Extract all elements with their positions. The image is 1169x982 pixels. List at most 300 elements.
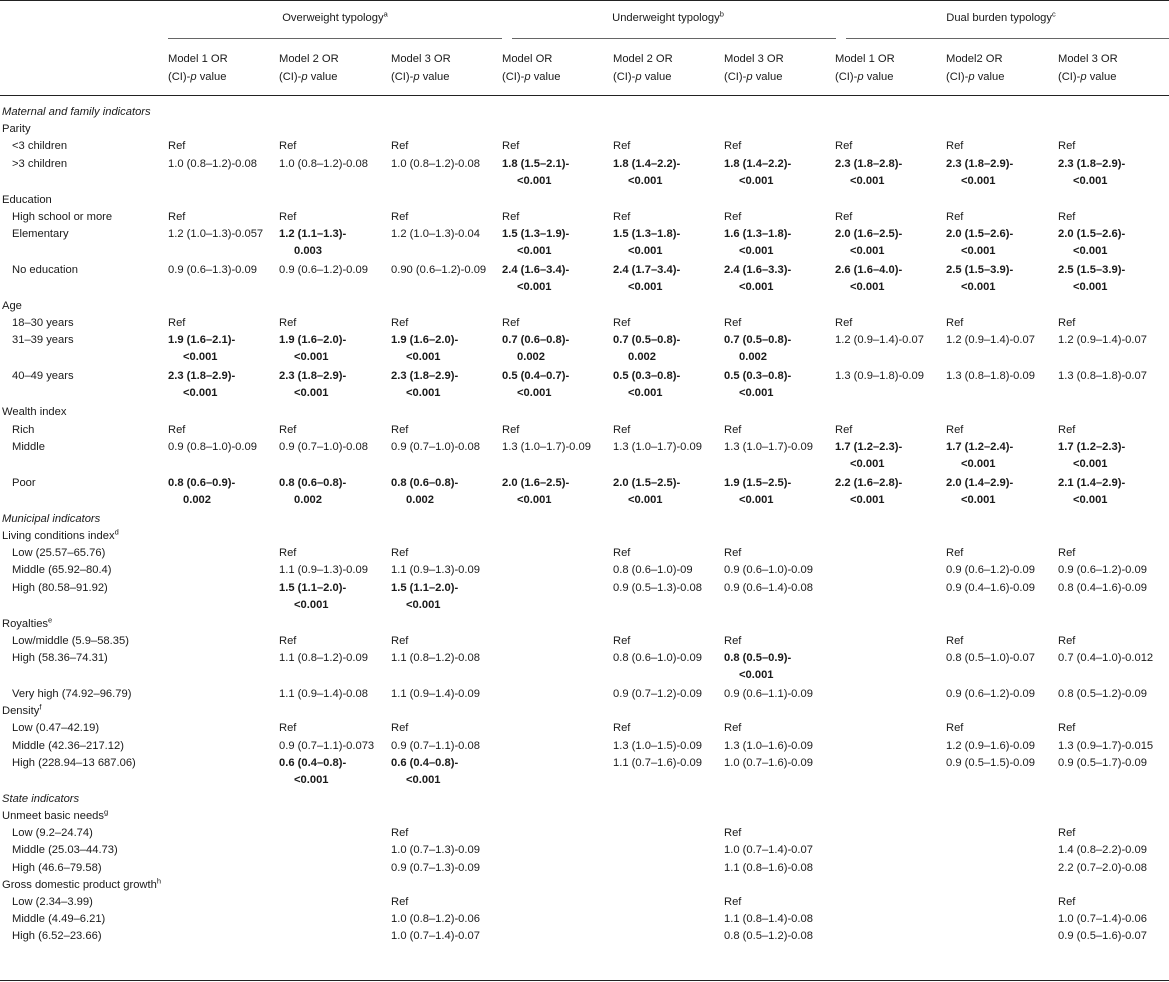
- table-cell: 0.9 (0.5–1.5)-0.09: [946, 756, 1035, 769]
- row-label-text: <3 children: [12, 140, 68, 153]
- row-label-text: Age: [2, 300, 22, 312]
- cell-pvalue: <0.001: [517, 387, 552, 400]
- column-header-line2: [946, 68, 1004, 86]
- category-label: [12, 226, 69, 243]
- table-top-rule: [0, 0, 1169, 1]
- column-header-value: value: [974, 71, 1005, 83]
- cell-pvalue: <0.001: [628, 174, 663, 187]
- table-cell: 1.0 (0.8–1.2)-0.08: [279, 157, 368, 170]
- cell-estimate: 0.7 (0.5–0.8)-: [613, 334, 681, 347]
- table-cell: 1.2 (1.0–1.3)-0.04: [391, 228, 480, 240]
- table-cell: [168, 475, 235, 509]
- row-label-text: Middle (42.36–217.12): [12, 739, 124, 752]
- column-header-value: value: [641, 71, 672, 83]
- table-cell: 0.9 (0.7–1.0)-0.08: [391, 440, 480, 453]
- column-header-p: p: [413, 71, 420, 83]
- row-label-text: Maternal and family indicators: [2, 106, 151, 118]
- table-cell: Ref: [1058, 722, 1076, 735]
- table-cell: 0.9 (0.6–1.2)-0.09: [279, 264, 368, 276]
- table-cell: 1.2 (0.9–1.4)-0.07: [1058, 334, 1147, 347]
- cell-pvalue: <0.001: [961, 281, 996, 293]
- variable-name: [2, 121, 31, 138]
- column-header-ci: (CI)-: [613, 71, 636, 83]
- column-header-ci: (CI)-: [391, 71, 414, 83]
- cell-estimate: 1.7 (1.2–2.3)-: [1058, 440, 1126, 453]
- cell-estimate: 1.9 (1.5–2.5)-: [724, 476, 792, 489]
- section-title: [2, 511, 100, 528]
- column-header-ci: (CI)-: [835, 71, 858, 83]
- column-header-line2: [1058, 68, 1118, 86]
- table-cell: 0.9 (0.6–1.0)-0.09: [724, 564, 813, 577]
- table-cell: Ref: [613, 210, 631, 223]
- category-label: [12, 720, 99, 737]
- category-label: [12, 860, 102, 877]
- table-cell: 0.8 (0.6–1.0)-0.09: [613, 652, 702, 664]
- variable-name: [2, 808, 108, 825]
- cell-pvalue: <0.001: [406, 598, 441, 611]
- cell-pvalue: <0.001: [1073, 281, 1108, 293]
- column-header-p: p: [968, 71, 975, 83]
- cell-estimate: 1.7 (1.2–2.4)-: [946, 440, 1014, 453]
- column-header-line1: Model 1 OR: [168, 53, 228, 65]
- table-cell: Ref: [613, 317, 631, 330]
- table-cell: 0.9 (0.4–1.6)-0.09: [946, 581, 1035, 594]
- table-cell: Ref: [502, 210, 520, 223]
- table-cell: 1.0 (0.8–1.2)-0.08: [391, 157, 480, 170]
- column-header: [502, 50, 560, 86]
- column-header-line1: Model 3 OR: [724, 53, 784, 65]
- variable-name: [2, 703, 41, 720]
- cell-estimate: 1.5 (1.1–2.0)-: [279, 581, 347, 594]
- cell-pvalue: <0.001: [850, 457, 885, 470]
- category-label: [12, 911, 105, 928]
- group-underline: [846, 38, 1169, 39]
- cell-pvalue: <0.001: [850, 281, 885, 293]
- column-header-value: value: [1086, 71, 1117, 83]
- table-cell: Ref: [946, 210, 964, 223]
- cell-estimate: 1.8 (1.4–2.2)-: [724, 157, 792, 170]
- table-cell: 1.1 (0.9–1.4)-0.09: [391, 688, 480, 700]
- category-label: [12, 755, 136, 772]
- table-cell: Ref: [946, 140, 964, 153]
- table-cell: [502, 332, 569, 366]
- cell-estimate: 2.3 (1.8–2.8)-: [835, 157, 903, 170]
- table-cell: Ref: [946, 722, 964, 735]
- row-label-text: Low/middle (5.9–58.35): [12, 634, 129, 647]
- row-label-text: Low (0.47–42.19): [12, 722, 100, 735]
- column-header-ci: (CI)-: [168, 71, 191, 83]
- cell-estimate: 0.5 (0.3–0.8)-: [613, 370, 681, 383]
- table-cell: 1.3 (0.9–1.7)-0.015: [1058, 739, 1154, 752]
- table-cell: 1.2 (1.0–1.3)-0.057: [168, 228, 264, 240]
- row-label-text: Low (9.2–24.74): [12, 827, 93, 840]
- category-label: [12, 738, 124, 755]
- table-cell: [502, 262, 569, 296]
- category-label: [12, 138, 67, 155]
- table-cell: Ref: [279, 547, 297, 560]
- table-cell: Ref: [279, 722, 297, 735]
- table-cell: Ref: [835, 210, 853, 223]
- cell-estimate: 1.9 (1.6–2.0)-: [279, 334, 347, 347]
- table-cell: [391, 580, 458, 614]
- cell-pvalue: <0.001: [628, 387, 663, 400]
- group-underline: [512, 38, 836, 39]
- table-cell: 1.0 (0.8–1.2)-0.08: [168, 157, 257, 170]
- row-label-text: Low (2.34–3.99): [12, 896, 93, 908]
- row-label-text: Rich: [12, 423, 35, 436]
- table-cell: Ref: [613, 423, 631, 436]
- table-cell: Ref: [613, 140, 631, 153]
- row-label-text: Education: [2, 193, 52, 206]
- category-label: [12, 156, 67, 173]
- column-header: [1058, 50, 1118, 86]
- table-cell: Ref: [391, 423, 409, 436]
- table-cell: [1058, 439, 1125, 473]
- row-label-text: No education: [12, 264, 78, 276]
- table-cell: 1.3 (1.0–1.5)-0.09: [613, 739, 702, 752]
- table-cell: [613, 332, 680, 366]
- table-cell: Ref: [946, 547, 964, 560]
- table-cell: 1.1 (0.8–1.6)-0.08: [724, 861, 813, 874]
- table-cell: Ref: [279, 140, 297, 153]
- cell-pvalue: <0.001: [628, 281, 663, 293]
- cell-estimate: 2.3 (1.8–2.9)-: [391, 370, 459, 383]
- cell-pvalue: 0.003: [294, 245, 322, 257]
- cell-estimate: 0.7 (0.6–0.8)-: [502, 334, 570, 347]
- column-header-line2: [613, 68, 673, 86]
- cell-estimate: 1.5 (1.3–1.8)-: [613, 228, 681, 240]
- column-header-line2: [724, 68, 784, 86]
- table-cell: Ref: [1058, 210, 1076, 223]
- group-header: [215, 10, 455, 27]
- table-cell: 0.9 (0.8–1.0)-0.09: [168, 440, 257, 453]
- cell-pvalue: <0.001: [1073, 493, 1108, 506]
- variable-name: [2, 192, 52, 209]
- table-cell: Ref: [724, 896, 742, 908]
- column-header: [613, 50, 673, 86]
- cell-estimate: 1.2 (1.1–1.3)-: [279, 228, 347, 240]
- category-label: [12, 368, 74, 385]
- table-cell: [946, 156, 1013, 190]
- table-cell: 1.1 (0.7–1.6)-0.09: [613, 756, 702, 769]
- table-cell: Ref: [391, 722, 409, 735]
- table-cell: [724, 650, 791, 684]
- table-cell: 0.9 (0.5–1.7)-0.09: [1058, 756, 1147, 769]
- row-label-text: Middle (25.03–44.73): [12, 844, 118, 857]
- variable-name: [2, 528, 119, 545]
- column-header-line1: Model 2 OR: [279, 53, 339, 65]
- cell-pvalue: <0.001: [1073, 457, 1108, 470]
- table-cell: Ref: [279, 634, 297, 647]
- cell-pvalue: <0.001: [961, 245, 996, 257]
- row-label-text: Parity: [2, 123, 31, 136]
- row-label-text: 18–30 years: [12, 317, 74, 330]
- row-label-text: Royalties: [2, 617, 49, 630]
- table-cell: 0.9 (0.7–1.3)-0.09: [391, 861, 480, 874]
- table-cell: 1.2 (0.9–1.4)-0.07: [835, 334, 924, 347]
- cell-estimate: 0.5 (0.4–0.7)-: [502, 370, 570, 383]
- column-header-line2: [168, 68, 228, 86]
- cell-estimate: 2.0 (1.6–2.5)-: [502, 476, 570, 489]
- table-cell: [279, 368, 346, 402]
- table-cell: Ref: [168, 317, 186, 330]
- column-header-line1: Model OR: [502, 53, 553, 65]
- category-label: [12, 315, 74, 332]
- cell-estimate: 1.8 (1.4–2.2)-: [613, 157, 681, 170]
- table-cell: Ref: [391, 827, 409, 840]
- table-cell: [946, 262, 1013, 296]
- row-label-text: Very high (74.92–96.79): [12, 688, 132, 700]
- cell-pvalue: <0.001: [406, 773, 441, 786]
- row-label-text: Unmeet basic needs: [2, 810, 104, 822]
- table-cell: 0.9 (0.6–1.2)-0.09: [946, 688, 1035, 700]
- table-cell: [279, 755, 346, 789]
- table-bottom-rule: [0, 980, 1169, 981]
- column-header-line2: [391, 68, 451, 86]
- table-cell: [613, 226, 680, 260]
- table-cell: [724, 475, 791, 509]
- cell-estimate: 2.4 (1.6–3.4)-: [502, 264, 570, 276]
- table-cell: 1.1 (0.9–1.3)-0.09: [391, 564, 480, 577]
- table-cell: Ref: [835, 140, 853, 153]
- table-cell: 1.3 (1.0–1.7)-0.09: [613, 440, 702, 453]
- variable-name: [2, 404, 66, 421]
- table-cell: [835, 475, 902, 509]
- cell-estimate: 0.8 (0.5–0.9)-: [724, 652, 792, 664]
- table-cell: 0.9 (0.5–1.3)-0.08: [613, 581, 702, 594]
- cell-pvalue: <0.001: [183, 387, 218, 400]
- column-header-ci: (CI)-: [946, 71, 969, 83]
- table-cell: 0.9 (0.6–1.1)-0.09: [724, 688, 813, 700]
- table-cell: 1.1 (0.8–1.2)-0.08: [391, 652, 480, 664]
- table-cell: 1.3 (0.8–1.8)-0.07: [1058, 370, 1147, 383]
- column-header-p: p: [524, 71, 531, 83]
- table-cell: Ref: [724, 140, 742, 153]
- row-label-text: Middle (4.49–6.21): [12, 913, 106, 926]
- cell-pvalue: <0.001: [739, 669, 774, 681]
- row-label-text: Middle (65.92–80.4): [12, 564, 112, 577]
- table-cell: Ref: [724, 423, 742, 436]
- cell-pvalue: 0.002: [406, 493, 434, 506]
- category-label: [12, 633, 129, 650]
- table-cell: [1058, 475, 1125, 509]
- table-cell: Ref: [1058, 547, 1076, 560]
- cell-pvalue: <0.001: [850, 174, 885, 187]
- group-footnote-mark: b: [719, 9, 724, 19]
- table-cell: [168, 368, 235, 402]
- table-cell: Ref: [724, 722, 742, 735]
- column-header-value: value: [752, 71, 783, 83]
- cell-estimate: 0.6 (0.4–0.8)-: [391, 756, 459, 769]
- cell-pvalue: <0.001: [739, 387, 774, 400]
- table-cell: 1.0 (0.7–1.4)-0.07: [724, 844, 813, 857]
- table-cell: [724, 156, 791, 190]
- table-cell: [391, 475, 458, 509]
- table-cell: Ref: [391, 140, 409, 153]
- table-cell: 1.0 (0.7–1.6)-0.09: [724, 756, 813, 769]
- cell-pvalue: <0.001: [1073, 245, 1108, 257]
- table-cell: Ref: [391, 210, 409, 223]
- table-cell: [502, 475, 569, 509]
- cell-estimate: 2.0 (1.5–2.6)-: [1058, 228, 1126, 240]
- table-cell: [724, 262, 791, 296]
- cell-estimate: 2.1 (1.4–2.9)-: [1058, 476, 1126, 489]
- table-cell: [613, 262, 680, 296]
- cell-estimate: 0.8 (0.6–0.8)-: [279, 476, 347, 489]
- footnote-mark: h: [156, 876, 161, 886]
- table-cell: 1.1 (0.9–1.4)-0.08: [279, 688, 368, 700]
- column-header-ci: (CI)-: [724, 71, 747, 83]
- table-cell: 1.4 (0.8–2.2)-0.09: [1058, 844, 1147, 857]
- group-header-label: Underweight typology: [612, 12, 720, 24]
- footnote-mark: e: [48, 614, 53, 624]
- column-header-line1: Model 2 OR: [613, 53, 673, 65]
- table-cell: [724, 226, 791, 260]
- column-header-ci: (CI)-: [279, 71, 302, 83]
- cell-estimate: 2.0 (1.5–2.5)-: [613, 476, 681, 489]
- group-header: [881, 10, 1121, 27]
- group-header-label: Dual burden typology: [946, 12, 1052, 24]
- cell-pvalue: <0.001: [739, 493, 774, 506]
- cell-pvalue: <0.001: [517, 493, 552, 506]
- table-cell: 0.9 (0.7–1.0)-0.08: [279, 440, 368, 453]
- cell-estimate: 2.2 (1.6–2.8)-: [835, 476, 903, 489]
- group-underline: [168, 38, 502, 39]
- column-header: [946, 50, 1004, 86]
- row-label-text: High (46.6–79.58): [12, 861, 102, 874]
- category-label: [12, 842, 118, 859]
- table-cell: 0.9 (0.7–1.1)-0.073: [279, 739, 375, 752]
- cell-pvalue: 0.002: [517, 351, 545, 364]
- header-bottom-rule: [0, 95, 1169, 96]
- cell-estimate: 0.7 (0.5–0.8)-: [724, 334, 792, 347]
- table-cell: Ref: [724, 210, 742, 223]
- table-cell: Ref: [279, 423, 297, 436]
- cell-pvalue: <0.001: [517, 245, 552, 257]
- table-cell: [946, 475, 1013, 509]
- cell-pvalue: <0.001: [628, 245, 663, 257]
- table-cell: 1.3 (1.0–1.7)-0.09: [502, 440, 591, 453]
- cell-pvalue: <0.001: [850, 493, 885, 506]
- row-label-text: Living conditions index: [2, 530, 115, 542]
- section-title: [2, 104, 151, 121]
- table-cell: [835, 262, 902, 296]
- table-cell: Ref: [946, 423, 964, 436]
- table-cell: Ref: [724, 547, 742, 560]
- variable-name: [2, 298, 22, 315]
- table-cell: 2.2 (0.7–2.0)-0.08: [1058, 861, 1147, 874]
- table-cell: [279, 226, 346, 260]
- cell-estimate: 1.9 (1.6–2.1)-: [168, 334, 236, 347]
- table-cell: 0.9 (0.7–1.1)-0.08: [391, 739, 480, 752]
- cell-pvalue: <0.001: [850, 245, 885, 257]
- table-cell: Ref: [613, 634, 631, 647]
- cell-pvalue: <0.001: [294, 387, 329, 400]
- table-cell: Ref: [946, 317, 964, 330]
- table-cell: 0.7 (0.4–1.0)-0.012: [1058, 652, 1154, 664]
- table-cell: 1.3 (1.0–1.6)-0.09: [724, 739, 813, 752]
- cell-pvalue: <0.001: [1073, 174, 1108, 187]
- table-cell: 0.8 (0.5–1.2)-0.09: [1058, 688, 1147, 700]
- category-label: [12, 894, 93, 911]
- row-label-text: Density: [2, 705, 40, 718]
- cell-pvalue: <0.001: [517, 281, 552, 293]
- table-cell: [391, 368, 458, 402]
- table-cell: Ref: [1058, 827, 1076, 840]
- cell-estimate: 2.4 (1.7–3.4)-: [613, 264, 681, 276]
- table-cell: 0.9 (0.6–1.2)-0.09: [1058, 564, 1147, 577]
- table-cell: 1.0 (0.7–1.3)-0.09: [391, 844, 480, 857]
- column-header-line1: Model 3 OR: [1058, 53, 1118, 65]
- column-header-p: p: [1080, 71, 1087, 83]
- table-cell: Ref: [724, 317, 742, 330]
- table-cell: Ref: [1058, 317, 1076, 330]
- row-label-text: 31–39 years: [12, 334, 74, 347]
- table-cell: Ref: [168, 423, 186, 436]
- table-cell: [279, 580, 346, 614]
- cell-estimate: 1.5 (1.3–1.9)-: [502, 228, 570, 240]
- cell-pvalue: <0.001: [628, 493, 663, 506]
- category-label: [12, 545, 105, 562]
- table-cell: 1.0 (0.7–1.4)-0.06: [1058, 913, 1147, 926]
- cell-estimate: 1.8 (1.5–2.1)-: [502, 157, 570, 170]
- table-cell: 0.9 (0.6–1.4)-0.08: [724, 581, 813, 594]
- table-cell: 1.0 (0.7–1.4)-0.07: [391, 930, 480, 943]
- group-footnote-mark: c: [1051, 9, 1056, 19]
- cell-pvalue: <0.001: [739, 174, 774, 187]
- category-label: [12, 580, 108, 597]
- row-label-text: Wealth index: [2, 406, 67, 419]
- table-cell: Ref: [946, 634, 964, 647]
- cell-pvalue: <0.001: [739, 281, 774, 293]
- table-cell: [724, 368, 791, 402]
- cell-estimate: 2.0 (1.5–2.6)-: [946, 228, 1014, 240]
- footnote-mark: g: [104, 807, 109, 817]
- cell-estimate: 1.9 (1.6–2.0)-: [391, 334, 459, 347]
- table-cell: 0.8 (0.5–1.0)-0.07: [946, 652, 1035, 664]
- table-cell: [279, 332, 346, 366]
- cell-pvalue: 0.002: [183, 493, 211, 506]
- column-header: [391, 50, 451, 86]
- cell-estimate: 2.3 (1.8–2.9)-: [946, 157, 1014, 170]
- cell-estimate: 2.6 (1.6–4.0)-: [835, 264, 903, 276]
- table-cell: Ref: [502, 140, 520, 153]
- table-cell: 0.9 (0.6–1.3)-0.09: [168, 264, 257, 276]
- table-cell: Ref: [613, 722, 631, 735]
- table-cell: 1.3 (1.0–1.7)-0.09: [724, 440, 813, 453]
- column-header-ci: (CI)-: [502, 71, 525, 83]
- table-cell: Ref: [724, 827, 742, 840]
- table-cell: [502, 368, 569, 402]
- column-header-value: value: [307, 71, 338, 83]
- cell-estimate: 2.3 (1.8–2.9)-: [1058, 157, 1126, 170]
- cell-pvalue: <0.001: [961, 493, 996, 506]
- category-label: [12, 562, 112, 579]
- column-header: [835, 50, 895, 86]
- row-label-text: Middle: [12, 440, 45, 453]
- table-cell: [835, 156, 902, 190]
- footnote-mark: d: [114, 527, 119, 537]
- cell-pvalue: <0.001: [961, 174, 996, 187]
- table-cell: [946, 226, 1013, 260]
- table-cell: 1.3 (0.8–1.8)-0.09: [946, 370, 1035, 383]
- table-cell: Ref: [1058, 140, 1076, 153]
- column-header-value: value: [530, 71, 561, 83]
- table-cell: 0.8 (0.4–1.6)-0.09: [1058, 581, 1147, 594]
- table-cell: Ref: [279, 317, 297, 330]
- table-cell: [1058, 156, 1125, 190]
- table-cell: [1058, 262, 1125, 296]
